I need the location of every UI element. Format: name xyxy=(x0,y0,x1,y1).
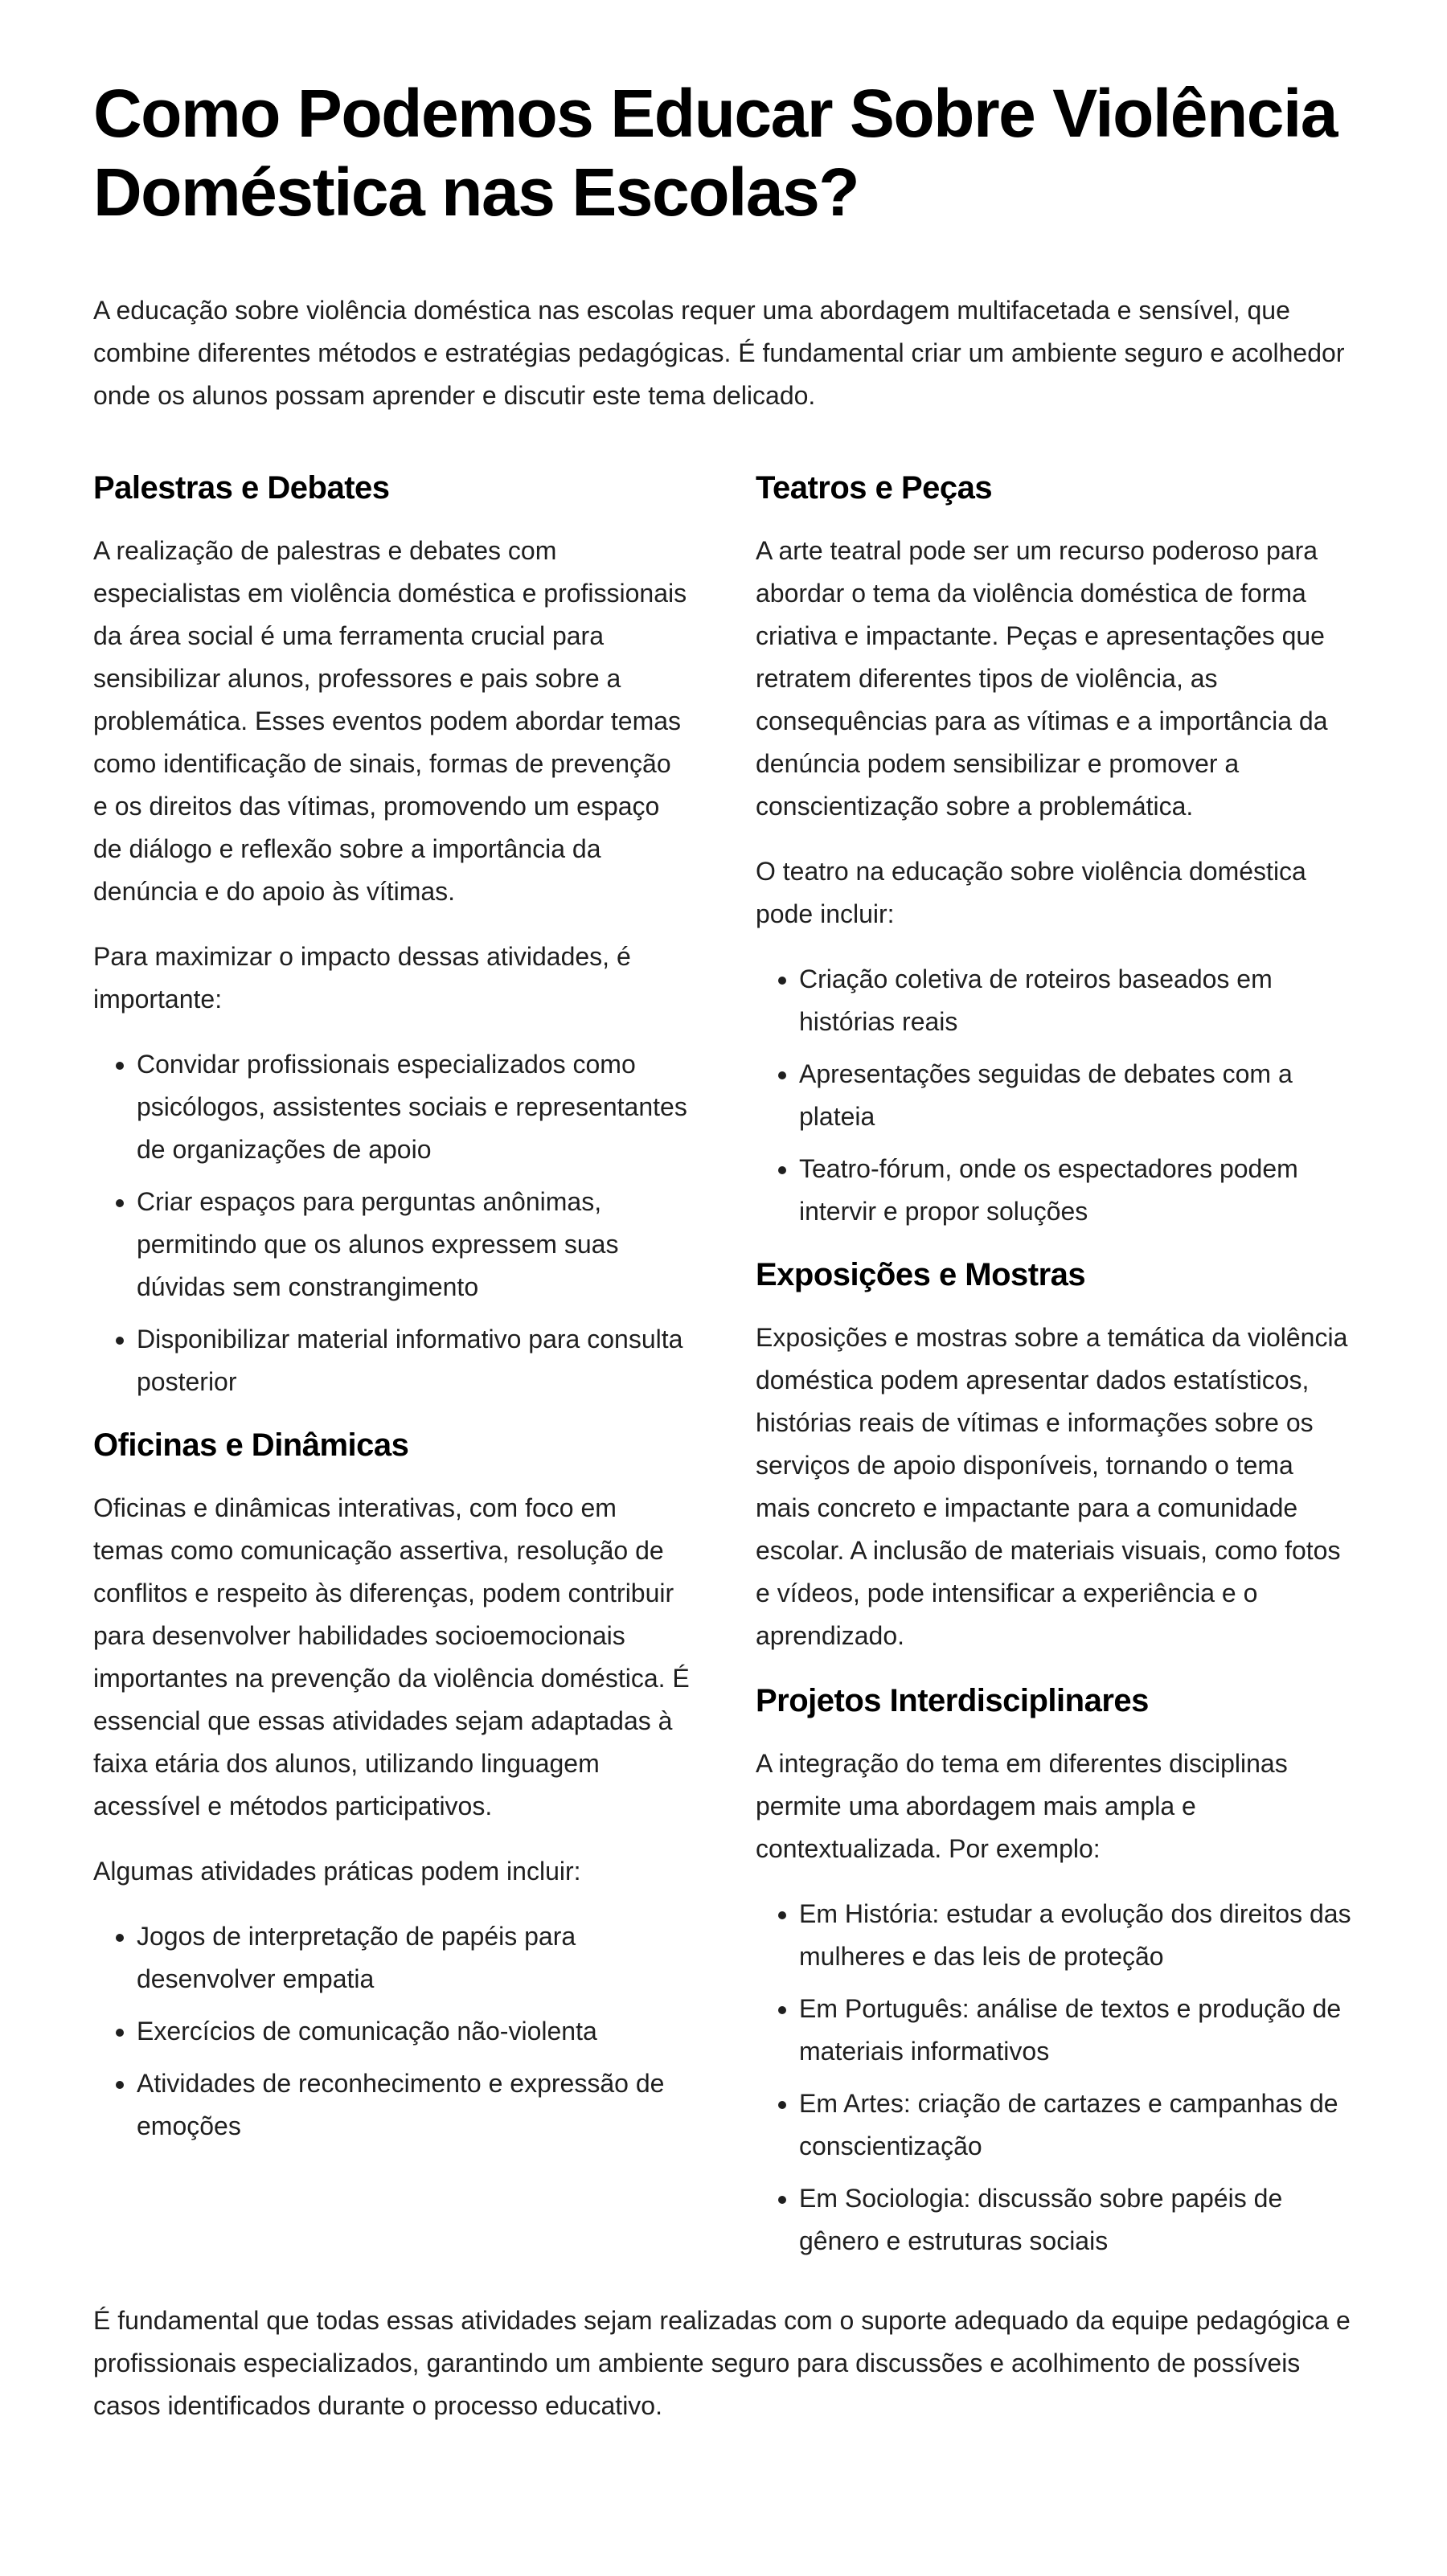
list-item: • Exercícios de comunicação não-violenta xyxy=(137,2010,691,2053)
left-column xyxy=(93,467,691,2283)
list-item: • Apresentações seguidas de debates com a plateia xyxy=(799,1053,1354,1138)
closing-paragraph: É fundamental que todas essas atividades sejam realizadas com o suporte adequado da equipe pedagógica e profissionais especializados, garantindo um ambiente seguro para discussões e acolhimento de possíveis casos identificados durante o processo educativo. xyxy=(93,2306,1351,2420)
list-item: • Teatro-fórum, onde os espectadores podem intervir e propor soluções xyxy=(799,1148,1354,1233)
right-column xyxy=(756,467,1354,2283)
intro-paragraph: A educação sobre violência doméstica nas escolas requer uma abordagem multifacetada e sensível, que combine diferentes métodos e estratégias pedagógicas. É fundamental criar um ambiente seguro e acolhedor onde os alunos possam aprender e discutir este tema delicado. xyxy=(93,296,1345,410)
section-paragraph: Oficinas e dinâmicas interativas, com foco em temas como comunicação assertiva, resolução de conflitos e respeito às diferenças, podem contribuir para desenvolver habilidades socioemocionais importantes na prevenção da violência doméstica. É essencial que essas atividades sejam adaptadas à faixa etária dos alunos, utilizando linguagem acessível e métodos participativos. xyxy=(93,1493,690,1820)
list-item: • Em Sociologia: discussão sobre papéis de gênero e estruturas sociais xyxy=(799,2177,1354,2263)
list-item: • Em Artes: criação de cartazes e campanhas de conscientização xyxy=(799,2083,1354,2168)
bullet-list xyxy=(93,1915,691,2148)
list-item: • Atividades de reconhecimento e expressão de emoções xyxy=(137,2062,691,2148)
section-teatros xyxy=(756,467,1354,1233)
section-paragraph: Algumas atividades práticas podem incluir: xyxy=(93,1857,581,1886)
bullet-list xyxy=(756,1893,1354,2263)
section-paragraph: A arte teatral pode ser um recurso poderoso para abordar o tema da violência doméstica de forma criativa e impactante. Peças e apresentações que retratem diferentes tipos de violência, as consequências para as vítimas e a importância da denúncia podem sensibilizar e promover a conscientização sobre a problemática. xyxy=(756,536,1328,821)
section-heading: Exposições e Mostras xyxy=(756,1257,1086,1292)
list-item: • Disponibilizar material informativo para consulta posterior xyxy=(137,1318,691,1403)
section-oficinas xyxy=(93,1424,691,2148)
section-paragraph: A integração do tema em diferentes disciplinas permite uma abordagem mais ampla e contextualizada. Por exemplo: xyxy=(756,1749,1288,1863)
list-item: • Em Português: análise de textos e produção de materiais informativos xyxy=(799,1988,1354,2073)
section-paragraph: O teatro na educação sobre violência doméstica pode incluir: xyxy=(756,857,1306,928)
two-column-section xyxy=(93,467,1354,2283)
section-heading: Palestras e Debates xyxy=(93,470,390,506)
list-item: • Em História: estudar a evolução dos direitos das mulheres e das leis de proteção xyxy=(799,1893,1354,1978)
section-heading: Oficinas e Dinâmicas xyxy=(93,1427,409,1463)
section-paragraph: Exposições e mostras sobre a temática da violência doméstica podem apresentar dados estatísticos, histórias reais de vítimas e informações sobre os serviços de apoio disponíveis, tornando o tema mais concreto e impactante para a comunidade escolar. A inclusão de materiais visuais, como fotos e vídeos, pode intensificar a experiência e o aprendizado. xyxy=(756,1323,1348,1650)
section-paragraph: A realização de palestras e debates com especialistas em violência doméstica e profissionais da área social é uma ferramenta crucial para sensibilizar alunos, professores e pais sobre a problemática. Esses eventos podem abordar temas como identificação de sinais, formas de prevenção e os direitos das vítimas, promovendo um espaço de diálogo e reflexão sobre a importância da denúncia e do apoio às vítimas. xyxy=(93,536,687,906)
list-item: • Criação coletiva de roteiros baseados em histórias reais xyxy=(799,958,1354,1043)
bullet-list xyxy=(93,1043,691,1403)
list-item: • Convidar profissionais especializados como psicólogos, assistentes sociais e representantes de organizações de apoio xyxy=(137,1043,691,1171)
list-item: • Criar espaços para perguntas anônimas, permitindo que os alunos expressem suas dúvidas sem constrangimento xyxy=(137,1181,691,1308)
section-paragraph: Para maximizar o impacto dessas atividades, é importante: xyxy=(93,942,631,1014)
section-palestras xyxy=(93,467,691,1403)
section-heading: Projetos Interdisciplinares xyxy=(756,1683,1149,1718)
section-exposicoes xyxy=(756,1254,1354,1657)
page-title: Como Podemos Educar Sobre Violência Doméstica nas Escolas? xyxy=(93,76,1338,230)
section-heading: Teatros e Peças xyxy=(756,470,993,506)
list-item: • Jogos de interpretação de papéis para desenvolver empatia xyxy=(137,1915,691,2001)
bullet-list xyxy=(756,958,1354,1233)
section-projetos xyxy=(756,1680,1354,2263)
